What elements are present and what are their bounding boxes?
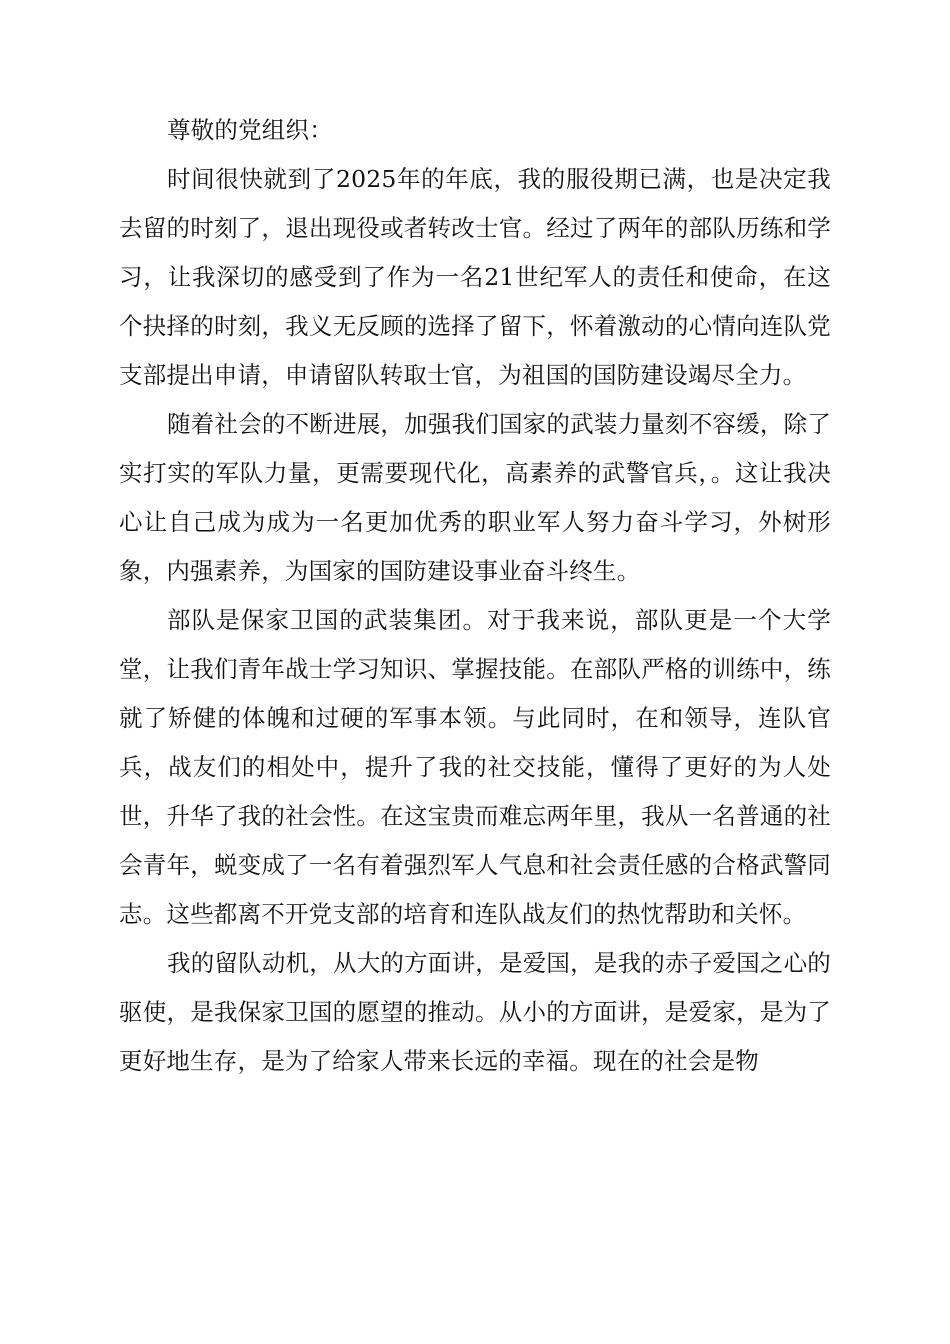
paragraph-2: 随着社会的不断进展，加强我们国家的武装力量刻不容缓，除了实打实的军队力量，更需要现代化，高素养的武警官兵，。这让我决心让自己成为成为一名更加优秀的职业军人努力奋斗学习，外树形象，内强素养，为国家的国防建设事业奋斗终生。: [119, 410, 831, 585]
paragraph-4: 我的留队动机，从大的方面讲，是爱国，是我的赤子爱国之心的驱使，是我保家卫国的愿望的推动。从小的方面讲，是爱家，是为了更好地生存，是为了给家人带来长远的幸福。现在的社会是物: [119, 949, 831, 1075]
paragraph-3: 部队是保家卫国的武装集团。对于我来说，部队更是一个大学堂，让我们青年战士学习知识、掌握技能。在部队严格的训练中，练就了矫健的体魄和过硬的军事本领。与此同时，在和领导，连队官兵，战友们的相处中，提升了我的社交技能，懂得了更好的为人处世，升华了我的社会性。在这宝贵而难忘两年里，我从一名普通的社会青年，蜕变成了一名有着强烈军人气息和社会责任感的合格武警同志。这些都离不开党支部的培育和连队战友们的热忱帮助和关怀。: [119, 606, 831, 928]
paragraph-1: 时间很快就到了2025年的年底，我的服役期已满，也是决定我去留的时刻了，退出现役或者转改士官。经过了两年的部队历练和学习，让我深切的感受到了作为一名21世纪军人的责任和使命，在这个抉择的时刻，我义无反顾的选择了留下，怀着激动的心情向连队党支部提出申请，申请留队转取士官，为祖国的国防建设竭尽全力。: [119, 165, 831, 389]
letter-body: [119, 106, 831, 1086]
salutation: 尊敬的党组织：: [167, 116, 333, 144]
